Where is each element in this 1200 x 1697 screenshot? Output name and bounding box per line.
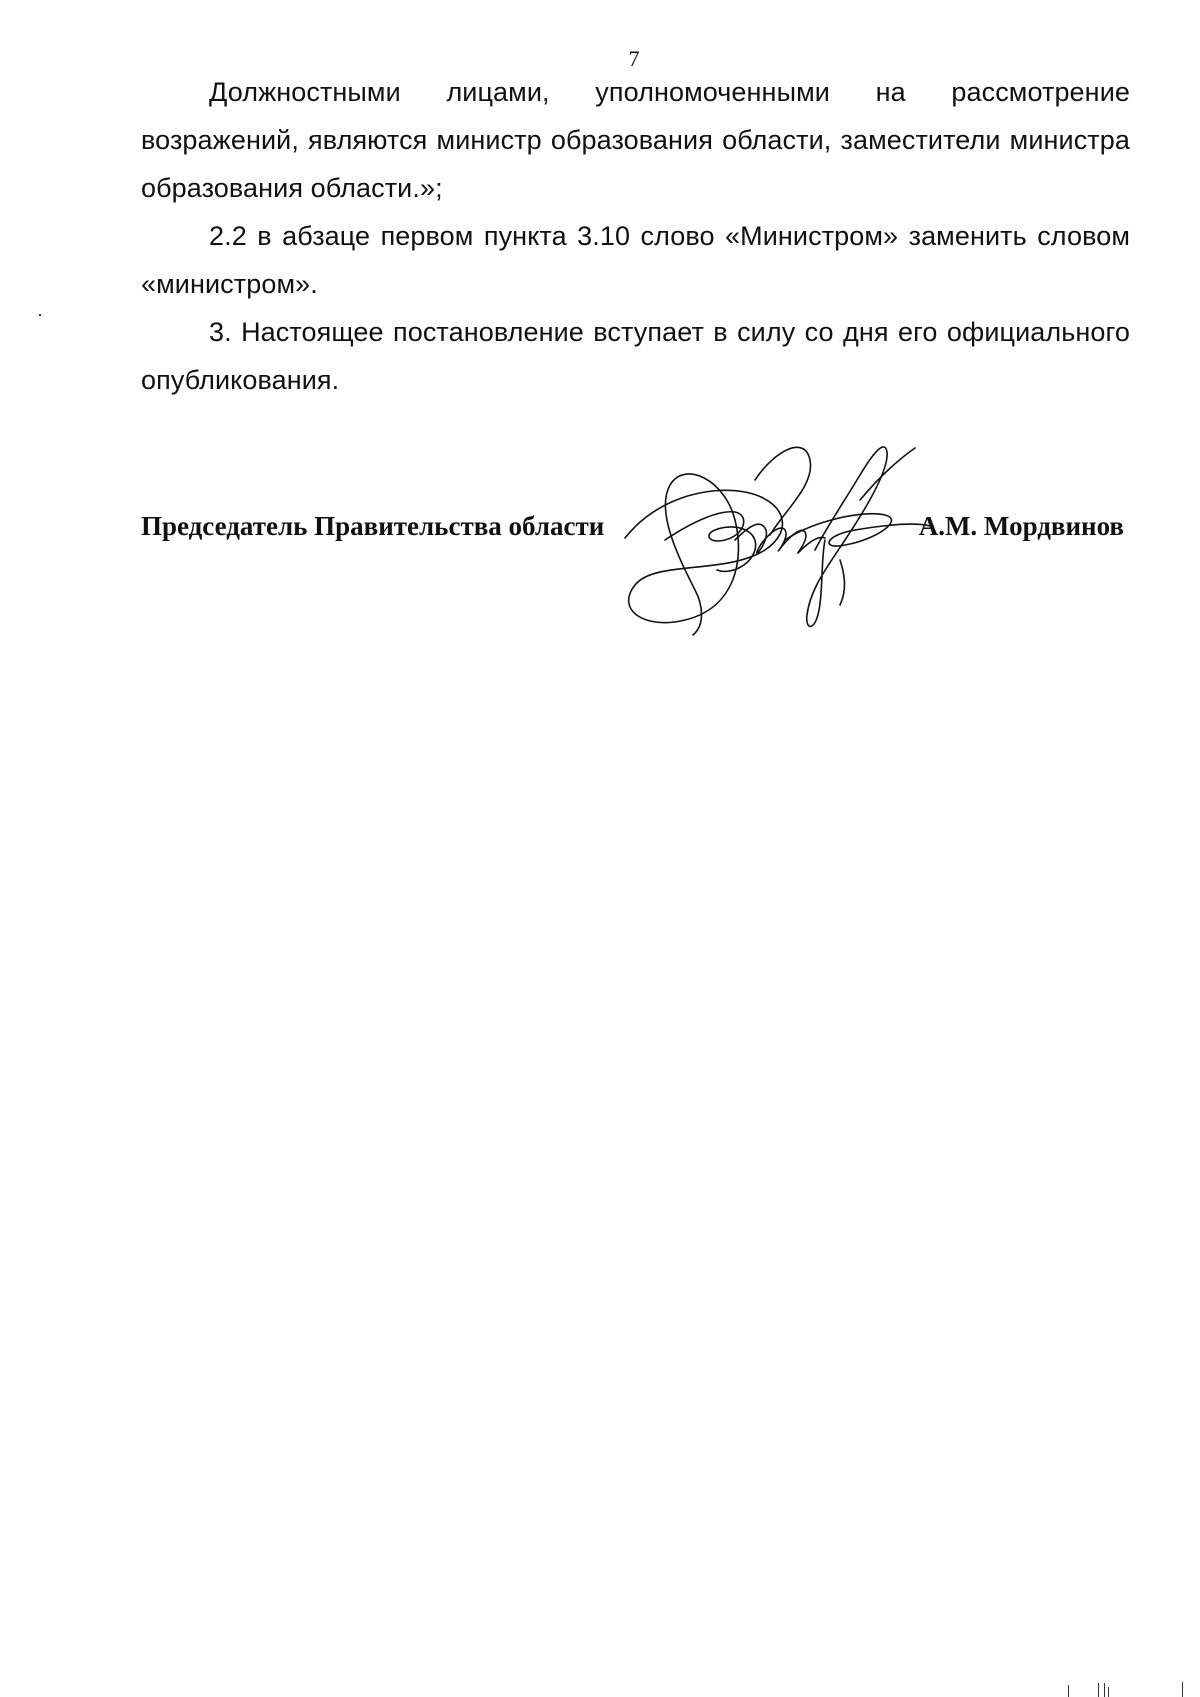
page-number: 7 xyxy=(628,46,640,71)
signer-name: А.М. Мордвинов xyxy=(918,511,1124,541)
scan-speck xyxy=(39,314,41,316)
paragraph-objections-officials: Должностными лицами, уполномоченными на рассмотрение возражений, являются министр образования области, заместители министра образования области.»; xyxy=(141,77,1130,203)
paragraph-item-2-2: 2.2 в абзаце первом пункта 3.10 слово «Министром» заменить словом «министром». xyxy=(141,221,1130,299)
scan-edge-marks xyxy=(1060,1682,1190,1697)
paragraph-item-3-effective-date: 3. Настоящее постановление вступает в силу со дня его официального опубликования. xyxy=(141,317,1130,395)
signer-position: Председатель Правительства области xyxy=(141,511,605,541)
document-body xyxy=(141,68,1130,404)
handwritten-signature-icon xyxy=(585,440,945,640)
